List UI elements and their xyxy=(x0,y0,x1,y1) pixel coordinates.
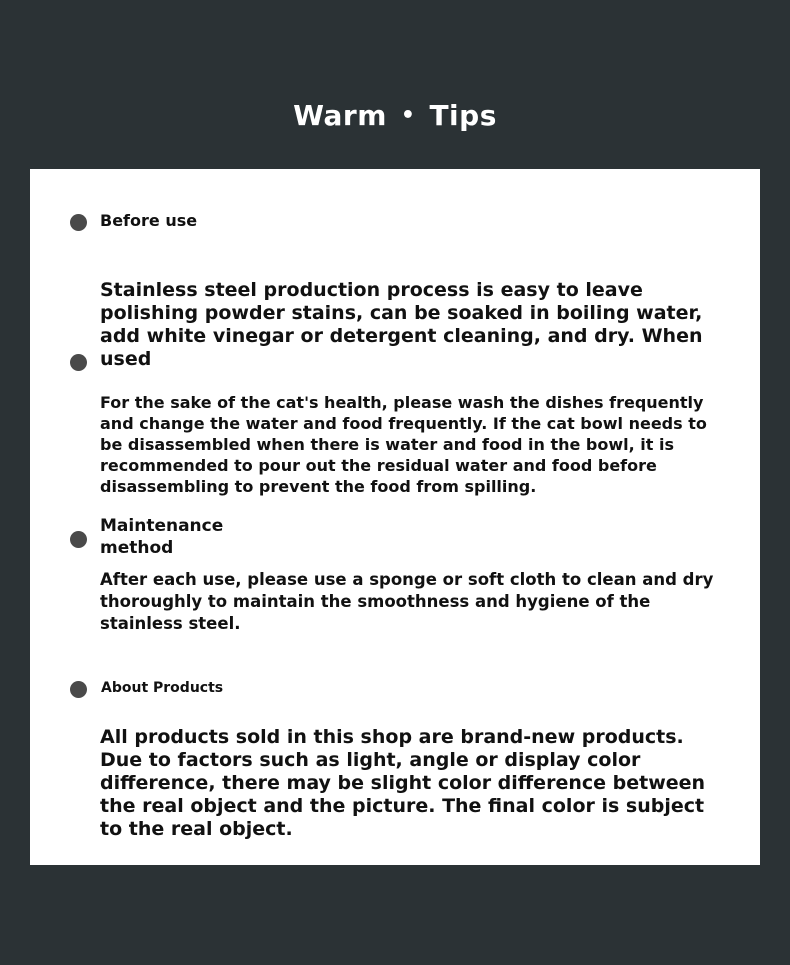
tips-panel xyxy=(30,169,760,865)
title-separator: • xyxy=(400,103,416,128)
text-health: For the sake of the cat's health, please wash the dishes frequently and change the water and food frequently. If the cat bowl needs to be disassembled when there is water and food in the bowl, it is recommended to pour out the residual water and food before disassembling to prevent the food from spilling. xyxy=(100,393,707,496)
bullet-health xyxy=(70,354,87,371)
page-title xyxy=(0,96,790,136)
bullet-about-products xyxy=(70,681,87,698)
title-left: Warm xyxy=(293,99,387,132)
text-before-use: Stainless steel production process is easy to leave polishing powder stains, can be soaked in boiling water, add white vinegar or detergent cleaning, and dry. When used xyxy=(100,279,703,370)
bullet-before-use xyxy=(70,214,87,231)
heading-maintenance: Maintenance method xyxy=(100,516,224,558)
text-maintenance: After each use, please use a sponge or soft cloth to clean and dry thoroughly to maintain the smoothness and hygiene of the stainless steel. xyxy=(100,570,714,633)
text-about-products: All products sold in this shop are brand-new products. Due to factors such as light, angle or display color difference, there may be slight color difference between the real object and the picture. The final color is subject to the real object. xyxy=(100,726,706,840)
heading-before-use: Before use xyxy=(100,211,198,230)
bullet-maintenance xyxy=(70,531,87,548)
title-right: Tips xyxy=(429,99,497,132)
heading-about-products: About Products xyxy=(101,680,224,696)
